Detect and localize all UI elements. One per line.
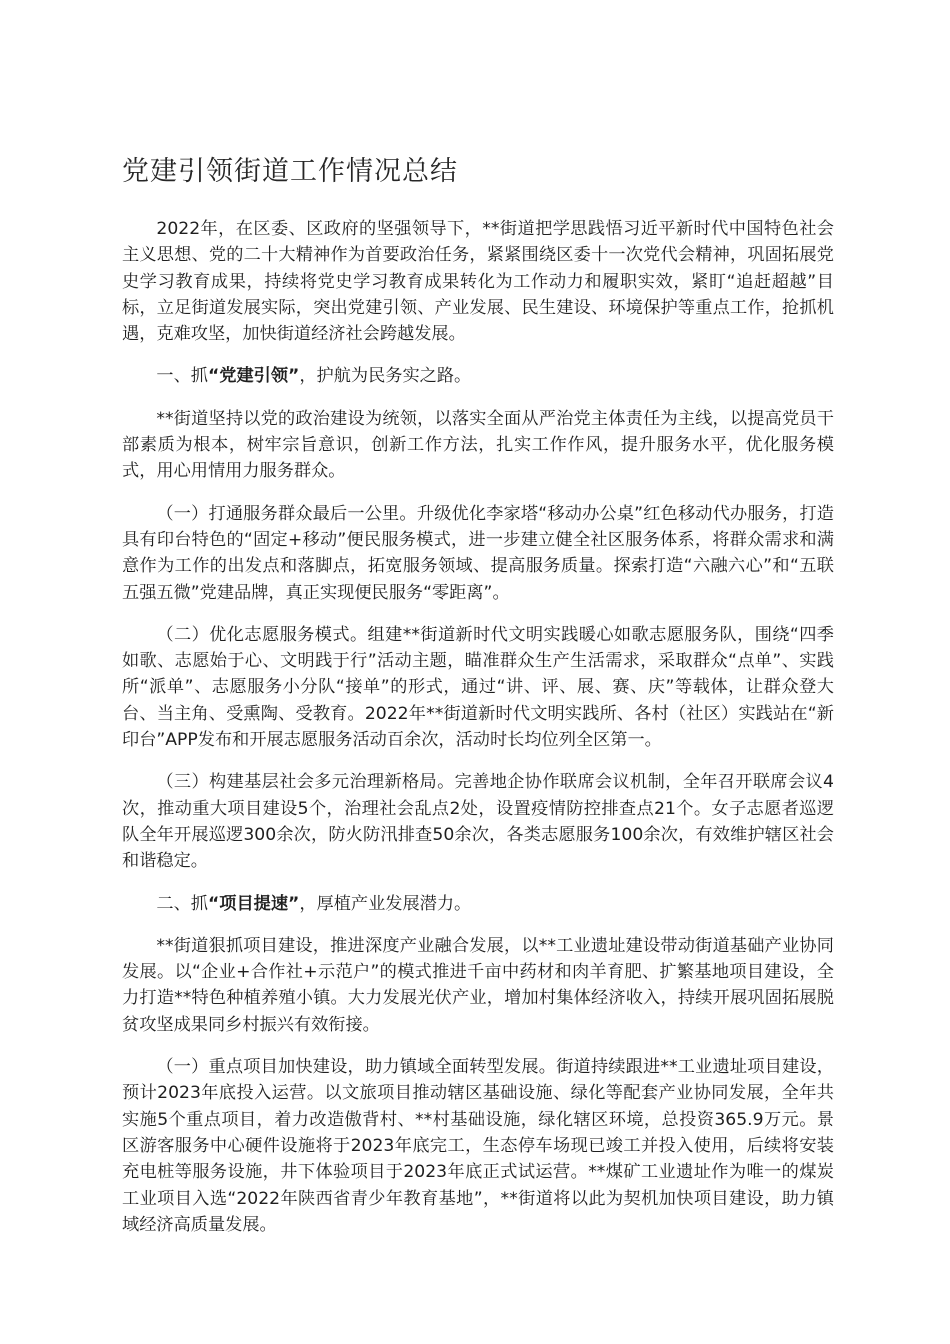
intro-paragraph: 2022年，在区委、区政府的坚强领导下，**街道把学思践悟习近平新时代中国特色社会主义思想、党的二十大精神作为首要政治任务，紧紧围绕区委十一次党代会精神，巩固拓展党史学习教育成果，持续将党史学习教育成果转化为工作动力和履职实效，紧盯“追赶超越”目标，立足街道发展实际，突出党建引领、产业发展、民生建设、环境保护等重点工作，抢抓机遇，克难攻坚，加快街道经济社会跨越发展。 — [122, 219, 834, 345]
section-heading-1-keyword: “党建引领” — [207, 366, 300, 387]
section-heading-2-suffix: ，厚植产业发展潜力。 — [299, 893, 472, 914]
section-heading-1-prefix: 一、抓 — [156, 366, 208, 387]
section-2-item-1: （一）重点项目加快建设，助力镇域全面转型发展。街道持续跟进**工业遗址项目建设，预计2023年底投入运营。以文旅项目推动辖区基础设施、绿化等配套产业协同发展，全年共实施5个重点项目，着力改造傲背村、**村基础设施，绿化辖区环境，总投资365.9万元。景区游客服务中心硬件设施将于2023年底完工，生态停车场现已竣工并投入使用，后续将安装充电桩等服务设施，井下体验项目于2023年底正式试运营。**煤矿工业遗址作为唯一的煤炭工业项目入选“2022年陕西省青少年教育基地”，**街道将以此为契机加快项目建设，助力镇域经济高质量发展。 — [122, 1057, 834, 1235]
section-heading-2-prefix: 二、抓 — [156, 893, 208, 914]
section-1-body: **街道坚持以党的政治建设为统领，以落实全面从严治党主体责任为主线，以提高党员干部素质为根本，树牢宗旨意识，创新工作方法，扎实工作作风，提升服务水平，优化服务模式，用心用情用力服务群众。 — [122, 408, 834, 482]
document-title: 党建引领街道工作情况总结 — [122, 156, 458, 187]
section-heading-2 — [122, 891, 834, 917]
section-heading-1 — [122, 363, 834, 389]
document-page — [122, 150, 834, 1254]
section-1-item-2: （二）优化志愿服务模式。组建**街道新时代文明实践暖心如歌志愿服务队，围绕“四季如歌、志愿始于心、文明践于行”活动主题，瞄准群众生产生活需求，采取群众“点单”、实践所“派单”、志愿服务小分队“接单”的形式，通过“讲、评、展、赛、庆”等载体，让群众登大台、当主角、受熏陶、受教育。2022年**街道新时代文明实践所、各村（社区）实践站在“新印台”APP发布和开展志愿服务活动百余次，活动时长均位列全区第一。 — [122, 624, 834, 751]
section-2-body: **街道狠抓项目建设，推进深度产业融合发展，以**工业遗址建设带动街道基础产业协同发展。以“企业+合作社+示范户”的模式推进千亩中药材和肉羊育肥、扩繁基地项目建设，全力打造**特色种植养殖小镇。大力发展光伏产业，增加村集体经济收入，持续开展巩固拓展脱贫攻坚成果同乡村振兴有效衔接。 — [122, 935, 834, 1035]
section-1-item-1: （一）打通服务群众最后一公里。升级优化李家塔“移动办公桌”红色移动代办服务，打造具有印台特色的“固定+移动”便民服务模式，进一步建立健全社区服务体系，将群众需求和满意作为工作的出发点和落脚点，拓宽服务领域、提高服务质量。探索打造“六融六心”和“五联五强五微”党建品牌，真正实现便民服务“零距离”。 — [122, 503, 834, 603]
section-1-item-3: （三）构建基层社会多元治理新格局。完善地企协作联席会议机制，全年召开联席会议4次，推动重大项目建设5个，治理社会乱点2处，设置疫情防控排查点21个。女子志愿者巡逻队全年开展巡逻300余次，防火防汛排查50余次，各类志愿服务100余次，有效维护辖区社会和谐稳定。 — [122, 772, 834, 872]
section-heading-1-suffix: ，护航为民务实之路。 — [299, 366, 472, 387]
section-heading-2-keyword: “项目提速” — [207, 893, 300, 914]
